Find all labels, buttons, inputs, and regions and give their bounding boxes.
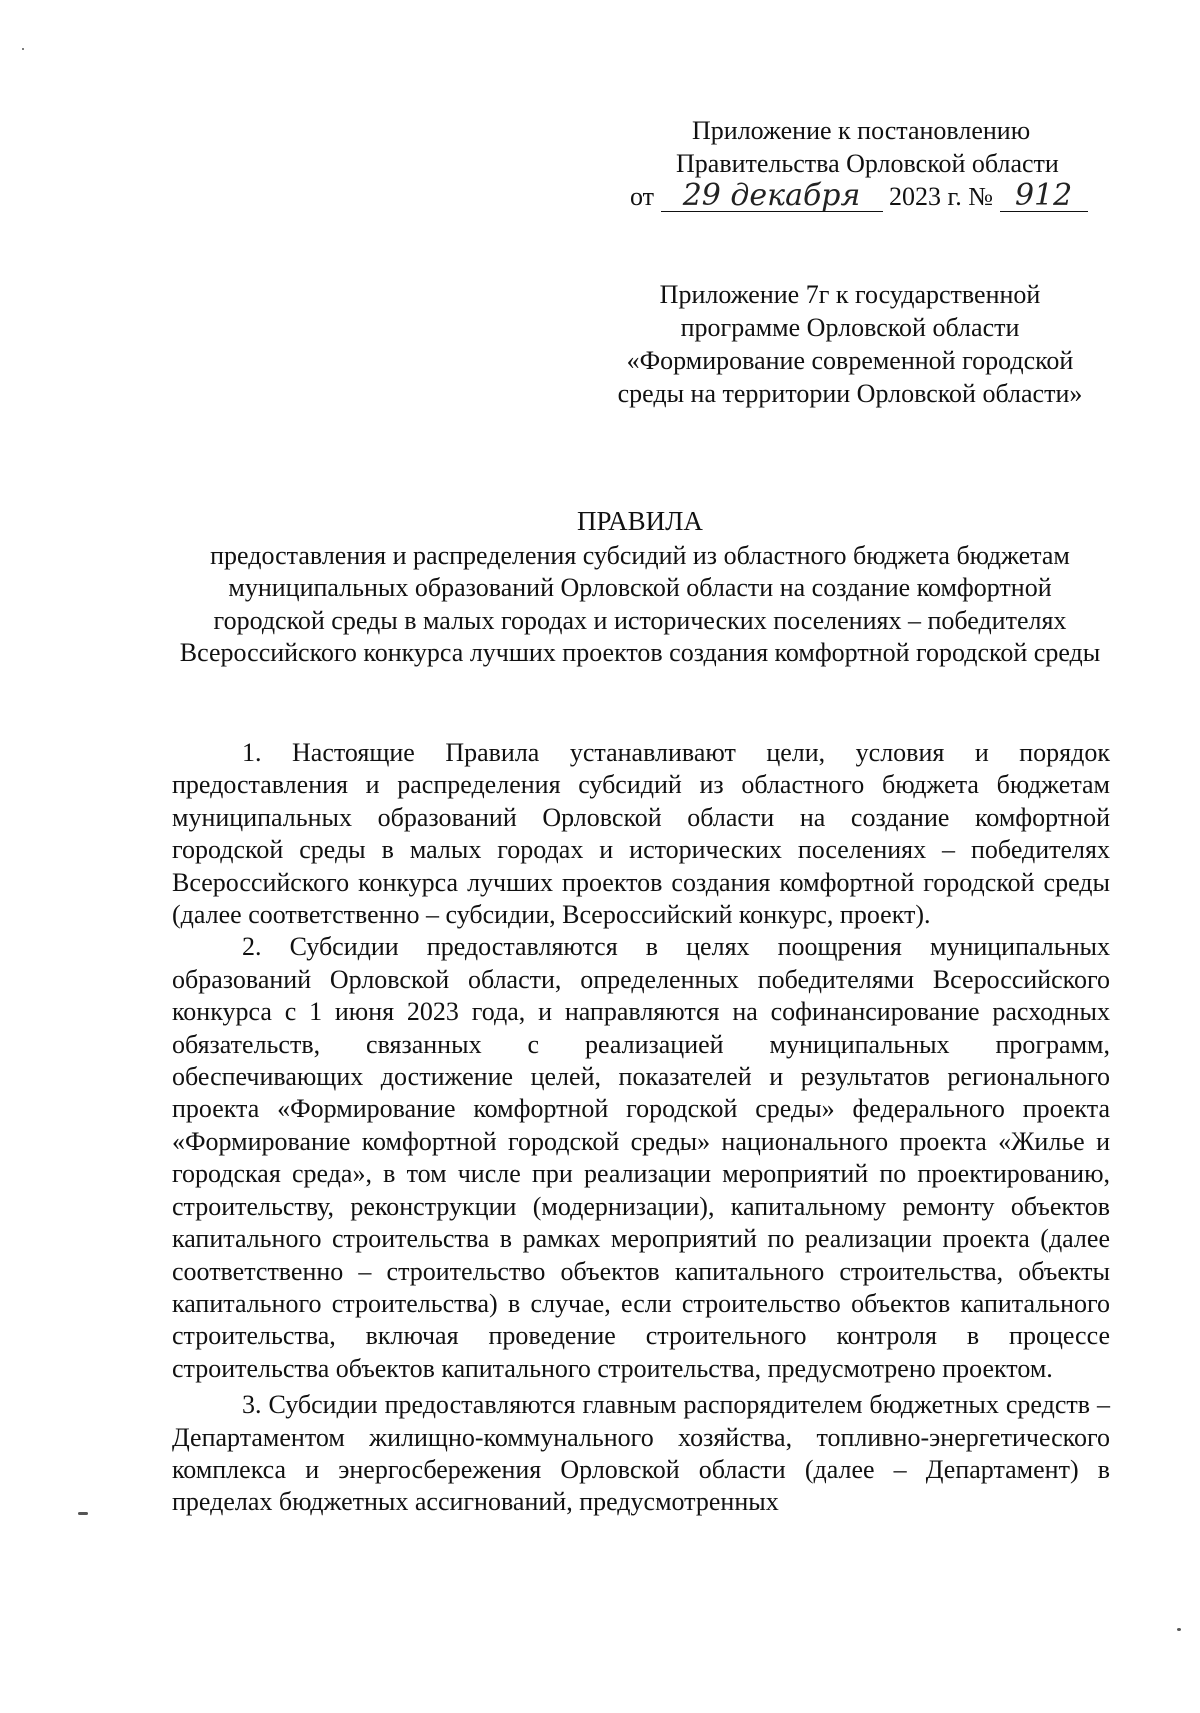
scan-speck <box>78 1512 88 1515</box>
approval-date-line <box>630 180 1110 213</box>
document-body <box>172 737 1110 1519</box>
approval-prefix: от <box>630 182 655 211</box>
appendix-line-2: программе Орловской области <box>680 313 1020 342</box>
scan-speck <box>22 48 24 50</box>
approval-line-1: Приложение к постановлению <box>692 116 1031 145</box>
appendix-line-3: «Формирование современной городской <box>626 346 1074 375</box>
appendix-line-4: среды на территории Орловской области» <box>617 379 1083 408</box>
appendix-line-1: Приложение 7г к государственной <box>659 280 1041 309</box>
handwritten-number: 912 <box>1000 181 1088 212</box>
appendix-header <box>580 278 1120 410</box>
document-title <box>170 505 1110 670</box>
approval-header <box>630 114 1110 213</box>
title-heading: ПРАВИЛА <box>577 506 703 536</box>
title-subtitle: предоставления и распределения субсидий из областного бюджета бюджетам муниципальных образований Орловской области на создание комфортной городской среды в малых городах и исторических поселениях – победителях Всероссийского конкурса лучших проектов создания комфортной городской среды <box>179 540 1101 667</box>
handwritten-date: 29 декабря <box>661 181 883 212</box>
scan-speck <box>1177 1628 1181 1631</box>
paragraph-1: 1. Настоящие Правила устанавливают цели, условия и порядок предоставления и распределения субсидий из областного бюджета бюджетам муниципальных образований Орловской области на создание комфортной городской среды в малых городах и исторических поселениях – победителях Всероссийского конкурса лучших проектов создания комфортной городской среды (далее соответственно – субсидии, Всероссийский конкурс, проект). <box>172 738 1110 930</box>
paragraph-3: 3. Субсидии предоставляются главным распорядителем бюджетных средств – Департаментом жилищно-коммунального хозяйства, топливно-энергетического комплекса и энергосбережения Орловской области (далее – Департамент) в пределах бюджетных ассигнований, предусмотренных <box>172 1390 1110 1517</box>
approval-line-2: Правительства Орловской области <box>676 149 1059 178</box>
approval-year: 2023 г. № <box>889 182 994 211</box>
paragraph-2: 2. Субсидии предоставляются в целях поощрения муниципальных образований Орловской области, определенных победителями Всероссийского конкурса с 1 июня 2023 года, и направляются на софинансирование расходных обязательств, связанных с реализацией муниципальных программ, обеспечивающих достижение целей, показателей и результатов регионального проекта «Формирование комфортной городской среды» федерального проекта «Формирование комфортной городской среды» национального проекта «Жилье и городская среда», в том числе при реализации мероприятий по проектированию, строительству, реконструкции (модернизации), капитальному ремонту объектов капитального строительства в рамках мероприятий по реализации проекта (далее соответственно – строительство объектов капитального строительства, объекты капитального строительства) в случае, если строительство объектов капитального строительства, включая проведение строительного контроля в процессе строительства объектов капитального строительства, предусмотрено проектом. <box>172 932 1110 1383</box>
